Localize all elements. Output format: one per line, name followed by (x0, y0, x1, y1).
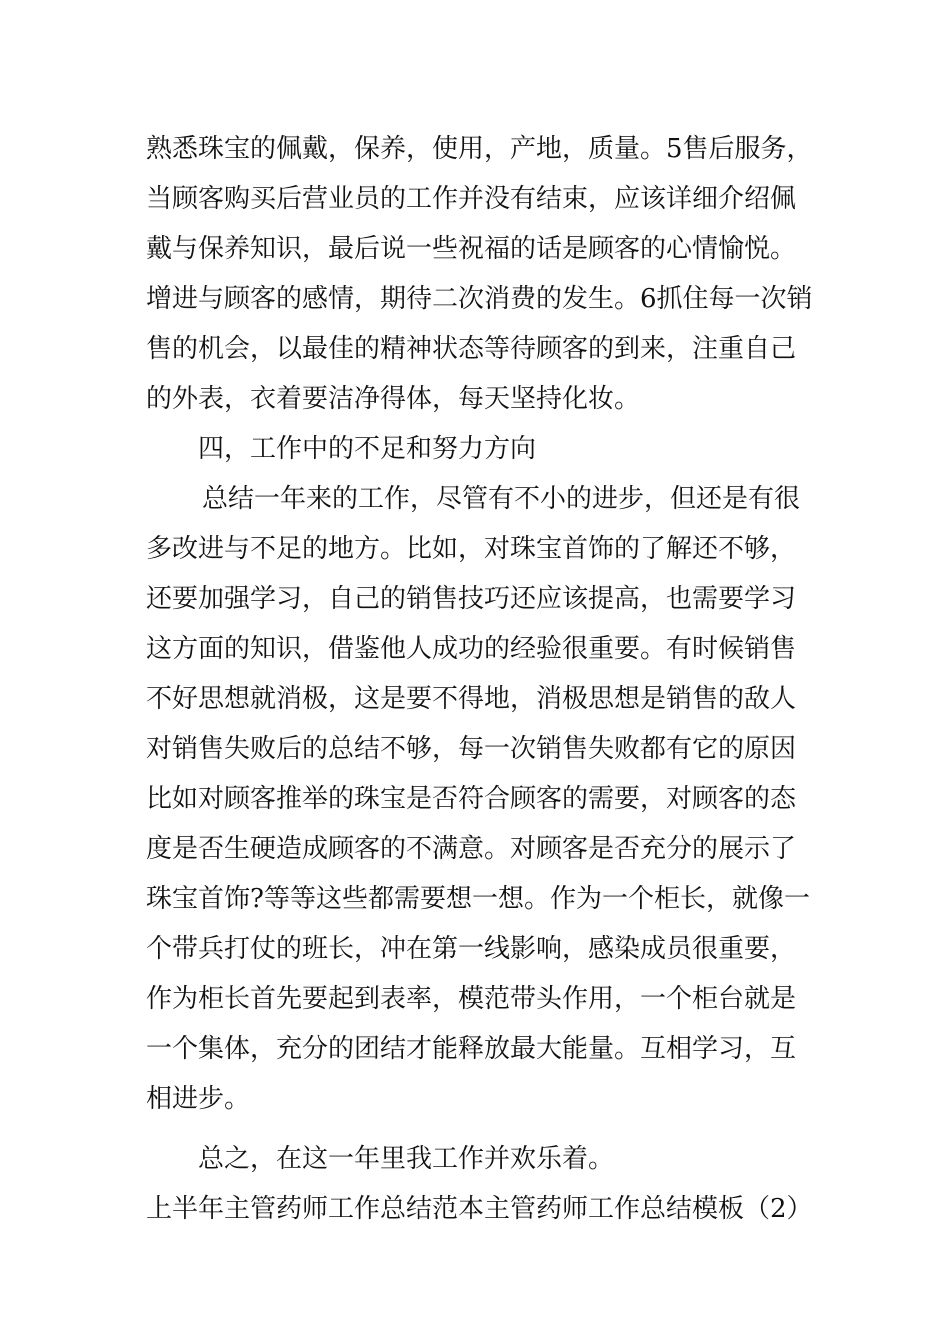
closing-sentence: 总之，在这一年里我工作并欢乐着。 (198, 1144, 615, 1174)
text-line: 戴与保养知识，最后说一些祝福的话是顾客的心情愉悦。 (146, 234, 797, 264)
text-line: 不好思想就消极，这是要不得地，消极思想是销售的敌人 (146, 684, 797, 714)
text-line: 个带兵打仗的班长，冲在第一线影响，感染成员很重要， (146, 934, 797, 964)
text-line: 作为柜长首先要起到表率，模范带头作用，一个柜台就是 (146, 984, 797, 1014)
text-line: 的外表，衣着要洁净得体，每天坚持化妆。 (146, 384, 641, 414)
text-line: 还要加强学习，自己的销售技巧还应该提高，也需要学习 (146, 584, 797, 614)
text-line: 相进步。 (146, 1084, 251, 1114)
text-line: 珠宝首饰?等等这些都需要想一想。作为一个柜长，就像一 (146, 884, 810, 914)
paragraph-spacer (146, 1124, 816, 1134)
document-body (146, 124, 816, 1234)
paragraph-1 (146, 124, 816, 424)
text-line: 熟悉珠宝的佩戴，保养，使用，产地，质量。5售后服务， (146, 134, 813, 164)
text-line: 这方面的知识，借鉴他人成功的经验很重要。有时候销售 (146, 634, 797, 664)
paragraph-2 (146, 474, 816, 1124)
text-line: 增进与顾客的感情，期待二次消费的发生。6抓住每一次销 (146, 284, 813, 314)
text-line: 售的机会，以最佳的精神状态等待顾客的到来，注重自己 (146, 334, 797, 364)
text-line: 当顾客购买后营业员的工作并没有结束，应该详细介绍佩 (146, 184, 797, 214)
text-line: 多改进与不足的地方。比如，对珠宝首饰的了解还不够， (146, 534, 797, 564)
text-line: 比如对顾客推举的珠宝是否符合顾客的需要，对顾客的态 (146, 784, 797, 814)
text-line: 度是否生硬造成顾客的不满意。对顾客是否充分的展示了 (146, 834, 797, 864)
next-document-title: 上半年主管药师工作总结范本主管药师工作总结模板（2） (146, 1194, 813, 1224)
text-line: 对销售失败后的总结不够，每一次销售失败都有它的原因 (146, 734, 797, 764)
text-line: 一个集体，充分的团结才能释放最大能量。互相学习，互 (146, 1034, 797, 1064)
text-line: 总结一年来的工作，尽管有不小的进步，但还是有很 (202, 484, 801, 514)
section-heading: 四，工作中的不足和努力方向 (198, 434, 537, 464)
